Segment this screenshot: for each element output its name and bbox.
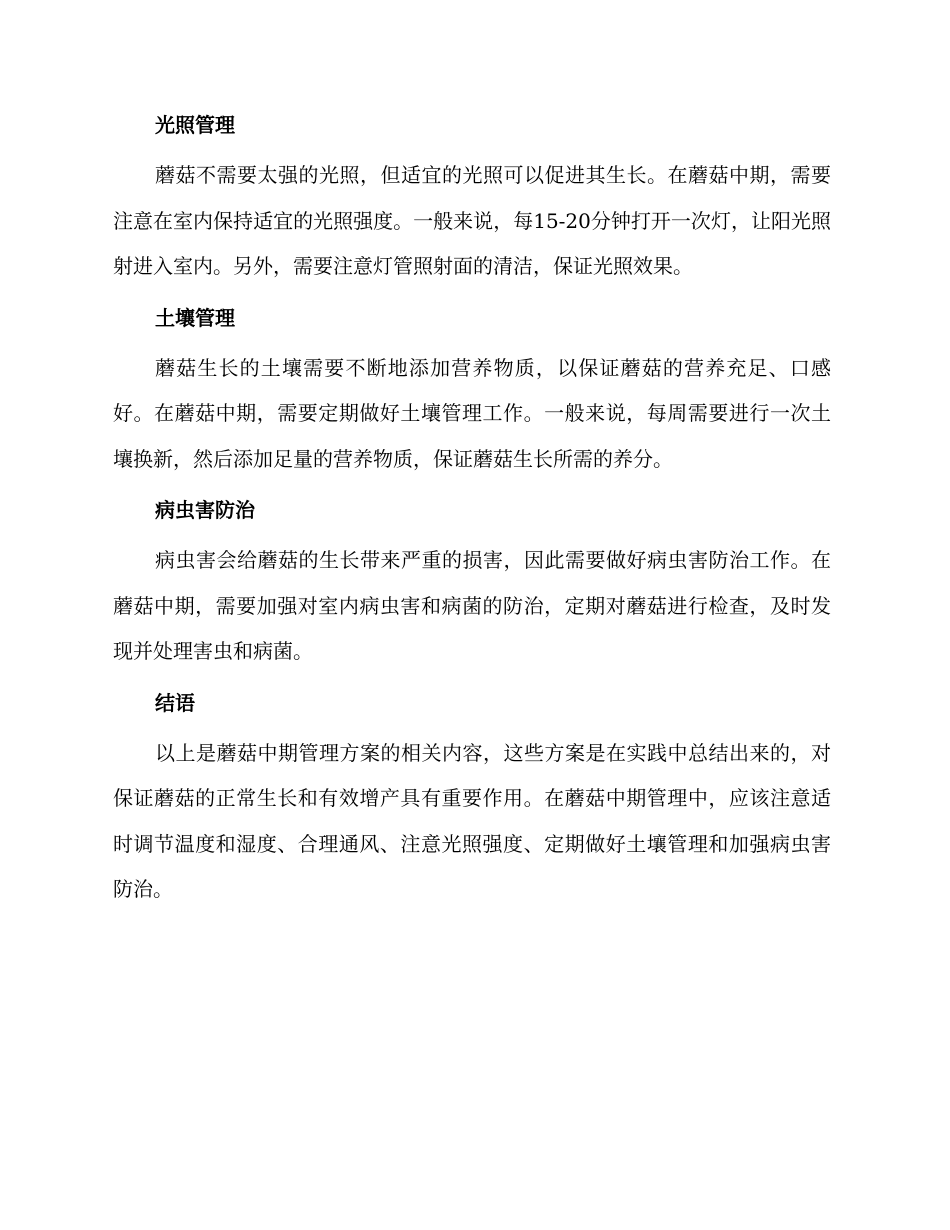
section-heading: 结语 (155, 690, 195, 715)
section-conclusion (113, 683, 831, 913)
section-paragraph: 蘑菇不需要太强的光照，但适宜的光照可以促进其生长。在蘑菇中期，需要注意在室内保持适宜的光照强度。一般来说，每15-20分钟打开一次灯，让阳光照射进入室内。另外，需要注意灯管照射面的清洁，保证光照效果。 (113, 163, 831, 278)
section-light-management (113, 105, 831, 290)
section-pest-control (113, 490, 831, 675)
section-heading: 光照管理 (155, 113, 235, 137)
section-heading: 土壤管理 (155, 305, 235, 330)
section-paragraph: 病虫害会给蘑菇的生长带来严重的损害，因此需要做好病虫害防治工作。在蘑菇中期，需要加强对室内病虫害和病菌的防治，定期对蘑菇进行检查，及时发现并处理害虫和病菌。 (113, 548, 831, 663)
section-soil-management (113, 298, 831, 483)
section-paragraph: 蘑菇生长的土壤需要不断地添加营养物质，以保证蘑菇的营养充足、口感好。在蘑菇中期，需要定期做好土壤管理工作。一般来说，每周需要进行一次土壤换新，然后添加足量的营养物质，保证蘑菇生长所需的养分。 (113, 355, 831, 471)
section-paragraph: 以上是蘑菇中期管理方案的相关内容，这些方案是在实践中总结出来的，对保证蘑菇的正常生长和有效增产具有重要作用。在蘑菇中期管理中，应该注意适时调节温度和湿度、合理通风、注意光照强度、定期做好土壤管理和加强病虫害防治。 (113, 740, 831, 901)
section-heading: 病虫害防治 (155, 498, 255, 522)
document-page (113, 105, 831, 921)
